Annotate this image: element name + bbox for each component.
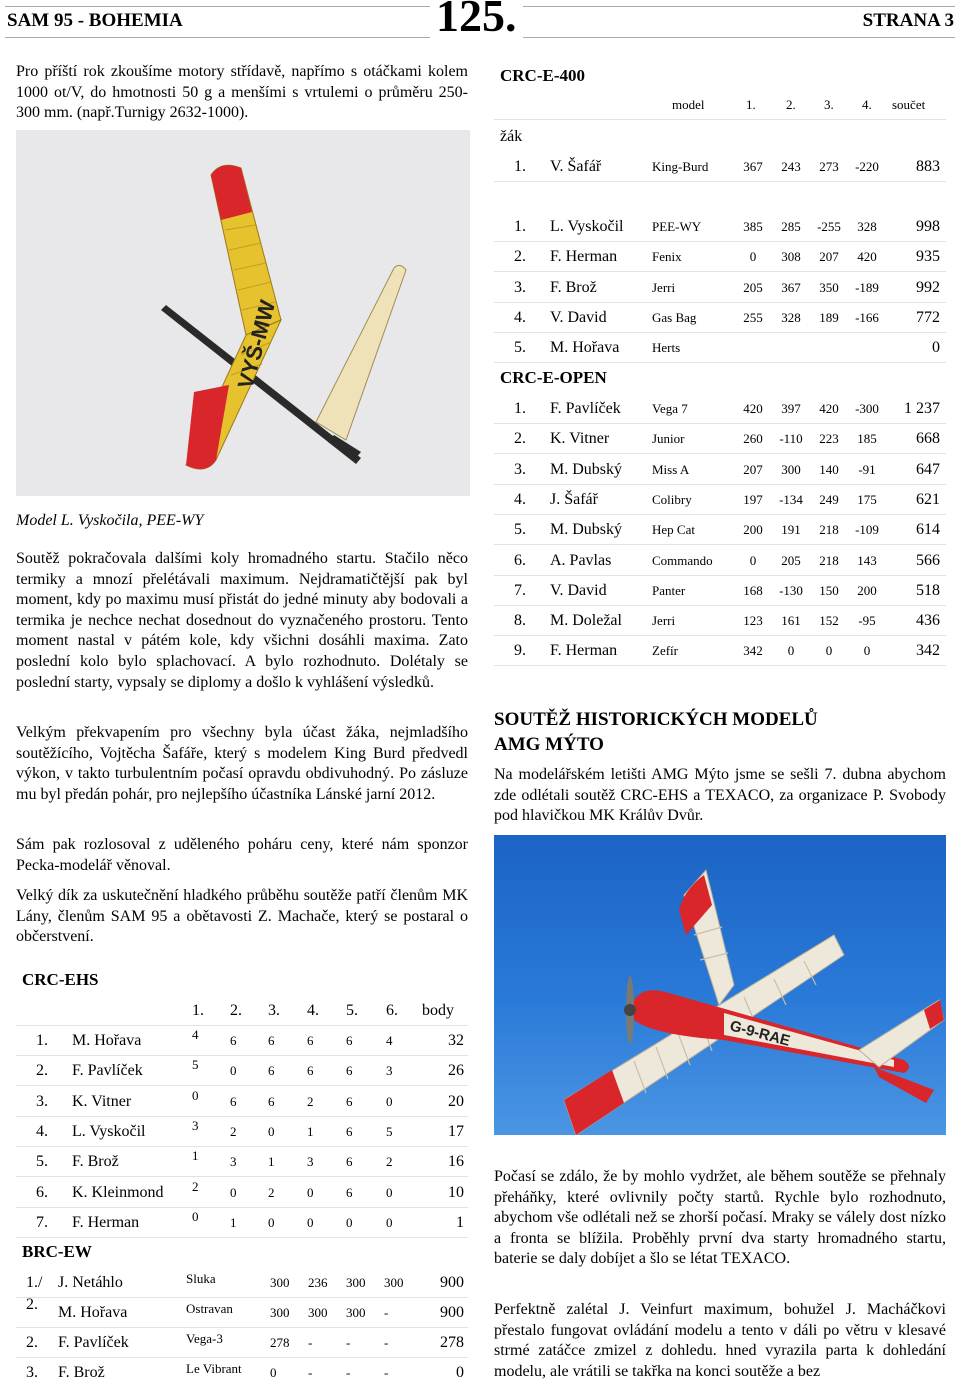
col-header: 4. — [307, 1002, 319, 1019]
score: 123 — [743, 613, 763, 629]
model-name: Jerri — [652, 613, 676, 629]
score: 3 — [386, 1063, 393, 1079]
total: 900 — [440, 1304, 464, 1321]
table-row — [494, 606, 946, 636]
score: 5 — [386, 1123, 393, 1139]
score: 300 — [270, 1305, 290, 1320]
crc-eopen-title: CRC-E-OPEN — [500, 368, 607, 387]
score: 0 — [749, 552, 757, 568]
competitor-name: L. Vyskočil — [550, 218, 624, 235]
section-title-line2: AMG MÝTO — [494, 734, 604, 755]
competitor-name: F. Pavlíček — [550, 400, 621, 417]
score: -130 — [779, 582, 803, 598]
score: 255 — [743, 309, 763, 325]
table-row — [16, 1328, 468, 1358]
photo-caption: Model L. Vyskočila, PEE-WY — [16, 512, 204, 529]
rank: 7. — [36, 1213, 48, 1231]
table-row — [494, 273, 946, 303]
brc-ew-table — [16, 1238, 468, 1382]
total: 26 — [448, 1062, 464, 1080]
score: -134 — [779, 491, 803, 507]
col-header: 2. — [230, 1002, 242, 1019]
score: -255 — [817, 219, 841, 234]
table-row — [16, 1178, 468, 1208]
crc-ehs-header-row — [16, 996, 468, 1026]
total: 772 — [916, 308, 940, 326]
rank: 1. — [514, 400, 526, 417]
intro-paragraph: Pro příští rok zkoušíme motory střídavě, napřímo s otáčkami kolem 1000 ot/V, do hmotnosti 50 g a menšími s vrtulemi o průměru 250-300 mm. (např.Turnigy 2632-1000). — [16, 63, 468, 122]
score: - — [384, 1305, 389, 1320]
score: 189 — [819, 309, 839, 325]
score: 0 — [270, 1365, 277, 1380]
table-row — [16, 1117, 468, 1147]
table-row — [494, 576, 946, 606]
total: 614 — [916, 521, 940, 539]
competitor-name: F. Brož — [72, 1153, 119, 1171]
header-issue-number: 125. — [430, 0, 523, 38]
model-name: Jerri — [652, 279, 676, 295]
competitor-name: M. Dubský — [550, 460, 623, 478]
competitor-name: F. Herman — [550, 642, 618, 660]
score: 249 — [819, 491, 839, 507]
score: 4 — [192, 1027, 199, 1042]
rank: 5. — [36, 1153, 48, 1171]
glider-registration: VYŠ-MW — [232, 297, 281, 392]
total: 992 — [916, 278, 940, 296]
competitor-name: F. Brož — [58, 1364, 105, 1381]
col-header: body — [422, 1002, 454, 1019]
score: 328 — [857, 219, 877, 234]
total: 998 — [916, 218, 940, 235]
score: 420 — [857, 249, 877, 265]
total: 16 — [448, 1153, 464, 1171]
total: 278 — [440, 1334, 464, 1351]
score: 6 — [268, 1033, 275, 1048]
score: 1 — [268, 1154, 275, 1170]
score: 207 — [819, 249, 839, 265]
score: 2 — [307, 1093, 314, 1109]
score: 175 — [857, 491, 877, 507]
table-row — [16, 1208, 468, 1238]
col-header: 3. — [268, 1002, 280, 1019]
rank: 2. — [514, 430, 526, 448]
score: 0 — [386, 1214, 393, 1230]
competitor-name: K. Vitner — [550, 430, 610, 448]
score: 185 — [857, 431, 877, 447]
model-name: Vega 7 — [652, 401, 688, 416]
score: 150 — [819, 582, 839, 598]
competitor-name: F. Pavlíček — [72, 1062, 143, 1080]
score: - — [308, 1335, 313, 1350]
score: 6 — [230, 1093, 237, 1109]
table-row — [16, 1026, 468, 1056]
paragraph-weather: Počasí se zdálo, že by mohlo vydržet, ale během soutěže se přehnaly přeháňky, které ovlivnily počty startů. Rychle bylo rozhodnuto, abychom vše odlétali než se zhorší počasí. Mraky se válely dost nízko a fronta se blížila. Proběhly první dva starty hromadného startu, baterie se daly dobíjet a šlo se létat TEXACO. — [494, 1168, 946, 1268]
score: 1 — [307, 1123, 314, 1139]
rank: 8. — [514, 612, 526, 630]
competitor-name: M. Dubský — [550, 521, 623, 539]
score: 3 — [307, 1154, 314, 1170]
crc-e400-table — [494, 60, 946, 700]
score: - — [384, 1335, 389, 1350]
competitor-name: F. Brož — [550, 278, 597, 296]
table-row — [494, 485, 946, 515]
table-row — [494, 303, 946, 333]
score: 6 — [307, 1033, 314, 1048]
total: 1 237 — [904, 400, 940, 417]
paragraph-competition: Soutěž pokračovala dalšími koly hromadného startu. Stačilo něco termiky a mnozí přelétávali maximum. Nejdramatičtější pak byl moment, kdy po maximu musí přistát do jedné minuty aby bodovali a termika je nechce nechat dosednout do vyznačeného prostoru. Tento moment nastal v pátém kole, kdy všichni dosáhli maxima. Zato poslední kolo bylo splachovací. A bylo rozhodnuto. Dolétaly se poslední starty, vypsaly se diplomy a došlo k vyhlášení výsledků. — [16, 550, 468, 691]
competitor-name: F. Pavlíček — [58, 1334, 129, 1351]
score: 5 — [192, 1057, 199, 1073]
score: 1 — [230, 1214, 237, 1230]
competitor-name: F. Herman — [72, 1213, 140, 1231]
score: 0 — [386, 1093, 393, 1109]
score: 397 — [781, 401, 801, 416]
paragraph-prizes: Sám pak rozlosoval z uděleného poháru ceny, které nám sponzor Pecka-modelář věnoval. — [16, 836, 468, 874]
total: 883 — [916, 158, 940, 175]
total: 17 — [448, 1122, 464, 1140]
rank: 7. — [514, 581, 526, 599]
plane-photo — [494, 835, 946, 1135]
score: 278 — [270, 1335, 290, 1350]
score: 0 — [268, 1123, 275, 1139]
total: 900 — [440, 1274, 464, 1291]
model-name: Commando — [652, 552, 713, 568]
score: 6 — [346, 1154, 353, 1170]
model-name: Le Vibrant — [186, 1361, 242, 1376]
score: 367 — [781, 279, 801, 295]
plane-illustration — [494, 835, 946, 1135]
score: 350 — [819, 279, 839, 295]
competitor-name: K. Kleinmond — [72, 1183, 164, 1201]
glider-illustration — [16, 130, 470, 496]
competitor-name: M. Hořava — [550, 339, 620, 357]
score: -189 — [855, 279, 879, 295]
score: 260 — [743, 431, 763, 447]
score: 2 — [230, 1123, 237, 1139]
rank: 6. — [36, 1183, 48, 1201]
score: 243 — [781, 159, 801, 174]
score: -91 — [858, 461, 876, 477]
score: 385 — [743, 219, 763, 234]
score: 205 — [781, 552, 801, 568]
rank: 5. — [514, 339, 526, 357]
table-row — [16, 1056, 468, 1086]
competitor-name: M. Hořava — [72, 1032, 142, 1049]
score: 3 — [230, 1154, 237, 1170]
crc-e400-header-row — [494, 90, 946, 120]
score: -95 — [858, 613, 876, 629]
model-name: Junior — [652, 431, 685, 447]
score: 143 — [857, 552, 877, 568]
section-title-line1: SOUTĚŽ HISTORICKÝCH MODELŮ — [494, 709, 818, 730]
score: 3 — [192, 1117, 199, 1133]
score: 2 — [192, 1178, 199, 1194]
score: 0 — [230, 1063, 237, 1079]
rank: 2. — [36, 1062, 48, 1080]
col-header: 1. — [192, 1002, 204, 1019]
score: -300 — [855, 401, 879, 416]
score: 0 — [749, 249, 757, 265]
competitor-name: A. Pavlas — [550, 551, 612, 569]
total: 10 — [448, 1183, 464, 1201]
score: 218 — [819, 552, 839, 568]
rank: 5. — [514, 521, 526, 539]
score: 300 — [384, 1275, 404, 1290]
junior-label: žák — [500, 128, 523, 145]
rank: 1. — [514, 158, 526, 175]
score: 0 — [825, 643, 833, 659]
competitor-name: V. Šafář — [550, 158, 602, 175]
score: 205 — [743, 279, 763, 295]
total: 0 — [456, 1364, 464, 1381]
score: 236 — [308, 1275, 328, 1290]
table-row — [494, 424, 946, 454]
score: 367 — [743, 159, 763, 174]
rank: 1. — [514, 218, 526, 235]
rank: 1./ 2. — [26, 1274, 43, 1313]
competitor-name: K. Vitner — [72, 1092, 132, 1110]
score: 2 — [386, 1154, 393, 1170]
score: 0 — [346, 1214, 353, 1230]
score: - — [384, 1365, 389, 1380]
table-row — [494, 636, 946, 666]
rank: 3. — [514, 278, 526, 296]
score: 342 — [743, 643, 763, 659]
paragraph-surprise: Velkým překvapením pro všechny byla účast žáka, nejmladšího soutěžícího, Vojtěcha Šafáře, který s modelem King Burd předvedl výkon, v takto turbulentním počasí opravdu obdivuhodný. Po zásluze mu byl předán pohár, pro nejlepšího účastníka Lánské jarní 2012. — [16, 724, 468, 803]
score: -110 — [779, 431, 803, 447]
col-header: 6. — [386, 1002, 398, 1019]
score: 300 — [781, 461, 801, 477]
total: 1 — [456, 1213, 464, 1231]
competitor-name: V. David — [550, 581, 607, 599]
score: - — [308, 1365, 313, 1380]
model-name: PEE-WY — [652, 219, 702, 234]
col-header: 1. — [746, 97, 756, 112]
score: 152 — [819, 613, 839, 629]
score: 0 — [863, 643, 871, 659]
score: 0 — [268, 1214, 275, 1230]
table-row — [494, 212, 946, 242]
score: 197 — [743, 491, 763, 507]
crc-e400-title: CRC-E-400 — [500, 66, 585, 85]
rank: 2. — [26, 1334, 38, 1351]
col-header-model: model — [672, 97, 705, 112]
score: 300 — [270, 1275, 290, 1290]
score: 0 — [787, 643, 795, 659]
table-row — [494, 242, 946, 272]
col-header: 2. — [786, 97, 796, 112]
score: 420 — [743, 401, 763, 416]
model-name: Colibry — [652, 491, 692, 507]
header-page: STRANA 3 — [862, 10, 954, 31]
competitor-name: J. Netáhlo — [58, 1274, 123, 1291]
score: - — [346, 1365, 351, 1380]
score: 191 — [781, 522, 801, 538]
header-publication: SAM 95 - BOHEMIA — [7, 10, 183, 31]
score: 0 — [386, 1184, 393, 1200]
score: 6 — [307, 1063, 314, 1079]
table-row — [494, 515, 946, 545]
competitor-name: J. Šafář — [550, 490, 598, 508]
crc-ehs-title: CRC-EHS — [22, 970, 99, 989]
model-name: Herts — [652, 340, 681, 356]
score: 308 — [781, 249, 801, 265]
total: 436 — [916, 612, 940, 630]
model-name: Miss A — [652, 461, 690, 477]
score: 0 — [192, 1208, 199, 1224]
competitor-name: V. David — [550, 308, 607, 326]
paragraph-thanks: Velký dík za uskutečnění hladkého průběhu soutěže patří členům MK Lány, členům SAM 95 a obětavosti Z. Machače, který se postaral o občerstvení. — [16, 887, 468, 946]
model-name: Vega-3 — [186, 1331, 223, 1346]
score: 207 — [743, 461, 763, 477]
model-name: Panter — [652, 582, 686, 598]
score: 0 — [307, 1214, 314, 1230]
table-row — [494, 455, 946, 485]
score: 1 — [192, 1148, 199, 1164]
score: -220 — [855, 159, 879, 174]
paragraph-texaco: Perfektně zalétal J. Veinfurt maximum, bohužel J. Macháčkovi přestalo fungovat ovládání modelu a tento v dáli po větru v klesavé strmé zatáčce zmizel z dohledu. hned vyrazila parta k dohledání modelu, ale vrátili se takřka na konci soutěže a bez — [494, 1301, 946, 1380]
rank: 1. — [36, 1032, 48, 1049]
glider-photo — [16, 130, 470, 496]
col-header: 3. — [824, 97, 834, 112]
score: 6 — [346, 1184, 353, 1200]
plane-registration: G-9-RAE — [727, 1017, 792, 1050]
score: 273 — [819, 159, 839, 174]
competitor-name: L. Vyskočil — [72, 1122, 146, 1140]
score: 6 — [230, 1033, 237, 1048]
score: 6 — [268, 1093, 275, 1109]
table-row — [16, 1358, 468, 1382]
score: 223 — [819, 431, 839, 447]
col-header: 5. — [346, 1002, 358, 1019]
total: 32 — [448, 1032, 464, 1049]
model-name: Zefír — [652, 643, 678, 659]
model-name: King-Burd — [652, 159, 709, 174]
score: 4 — [386, 1033, 393, 1048]
score: 420 — [819, 401, 839, 416]
model-name: Gas Bag — [652, 309, 697, 325]
total: 621 — [916, 490, 940, 508]
score: 285 — [781, 219, 801, 234]
col-header-sum: součet — [892, 97, 926, 112]
score: 168 — [743, 582, 763, 598]
competitor-name: M. Hořava — [58, 1304, 128, 1321]
rank: 2. — [514, 248, 526, 266]
junior-row — [494, 152, 946, 182]
table-row — [494, 394, 946, 424]
rank: 4. — [36, 1122, 48, 1140]
competitor-name: M. Doležal — [550, 612, 622, 630]
score: 0 — [192, 1087, 199, 1103]
rank: 3. — [26, 1364, 38, 1381]
score: 200 — [857, 582, 877, 598]
score: 300 — [346, 1275, 366, 1290]
section-intro: Na modelářském letišti AMG Mýto jsme se sešli 7. dubna abychom zde odlétali soutěž CRC-EHS a TEXACO, za organizace P. Svobody pod hlavičkou MK Králův Dvůr. — [494, 766, 946, 825]
score: 6 — [346, 1093, 353, 1109]
score: 6 — [346, 1123, 353, 1139]
score: 6 — [346, 1063, 353, 1079]
score: 300 — [308, 1305, 328, 1320]
model-name: Hep Cat — [652, 522, 695, 538]
table-row — [16, 1147, 468, 1177]
table-row — [494, 546, 946, 576]
total: 566 — [916, 551, 940, 569]
total: 0 — [932, 339, 940, 357]
rank: 4. — [514, 490, 526, 508]
brc-ew-title: BRC-EW — [22, 1242, 92, 1261]
score: -109 — [855, 522, 879, 538]
rank: 9. — [514, 642, 526, 660]
total: 342 — [916, 642, 940, 660]
table-row — [16, 1298, 468, 1328]
score: 2 — [268, 1184, 275, 1200]
total: 518 — [916, 581, 940, 599]
score: 6 — [346, 1033, 353, 1048]
score: - — [346, 1335, 351, 1350]
score: 161 — [781, 613, 801, 629]
score: 218 — [819, 522, 839, 538]
score: 6 — [268, 1063, 275, 1079]
score: 328 — [781, 309, 801, 325]
total: 935 — [916, 248, 940, 266]
model-name: Ostravan — [186, 1301, 233, 1316]
rank: 4. — [514, 308, 526, 326]
table-row — [16, 1087, 468, 1117]
score: 300 — [346, 1305, 366, 1320]
score: -166 — [855, 309, 879, 325]
col-header: 4. — [862, 97, 872, 112]
score: 140 — [819, 461, 839, 477]
competitor-name: F. Herman — [550, 248, 618, 266]
score: 200 — [743, 522, 763, 538]
total: 668 — [916, 430, 940, 448]
score: 0 — [307, 1184, 314, 1200]
model-name: Sluka — [186, 1271, 216, 1286]
rank: 3. — [514, 460, 526, 478]
model-name: Fenix — [652, 249, 682, 265]
table-row — [494, 333, 946, 363]
total: 20 — [448, 1092, 464, 1110]
score: 0 — [230, 1184, 237, 1200]
rank: 3. — [36, 1092, 48, 1110]
rank: 6. — [514, 551, 526, 569]
total: 647 — [916, 460, 940, 478]
